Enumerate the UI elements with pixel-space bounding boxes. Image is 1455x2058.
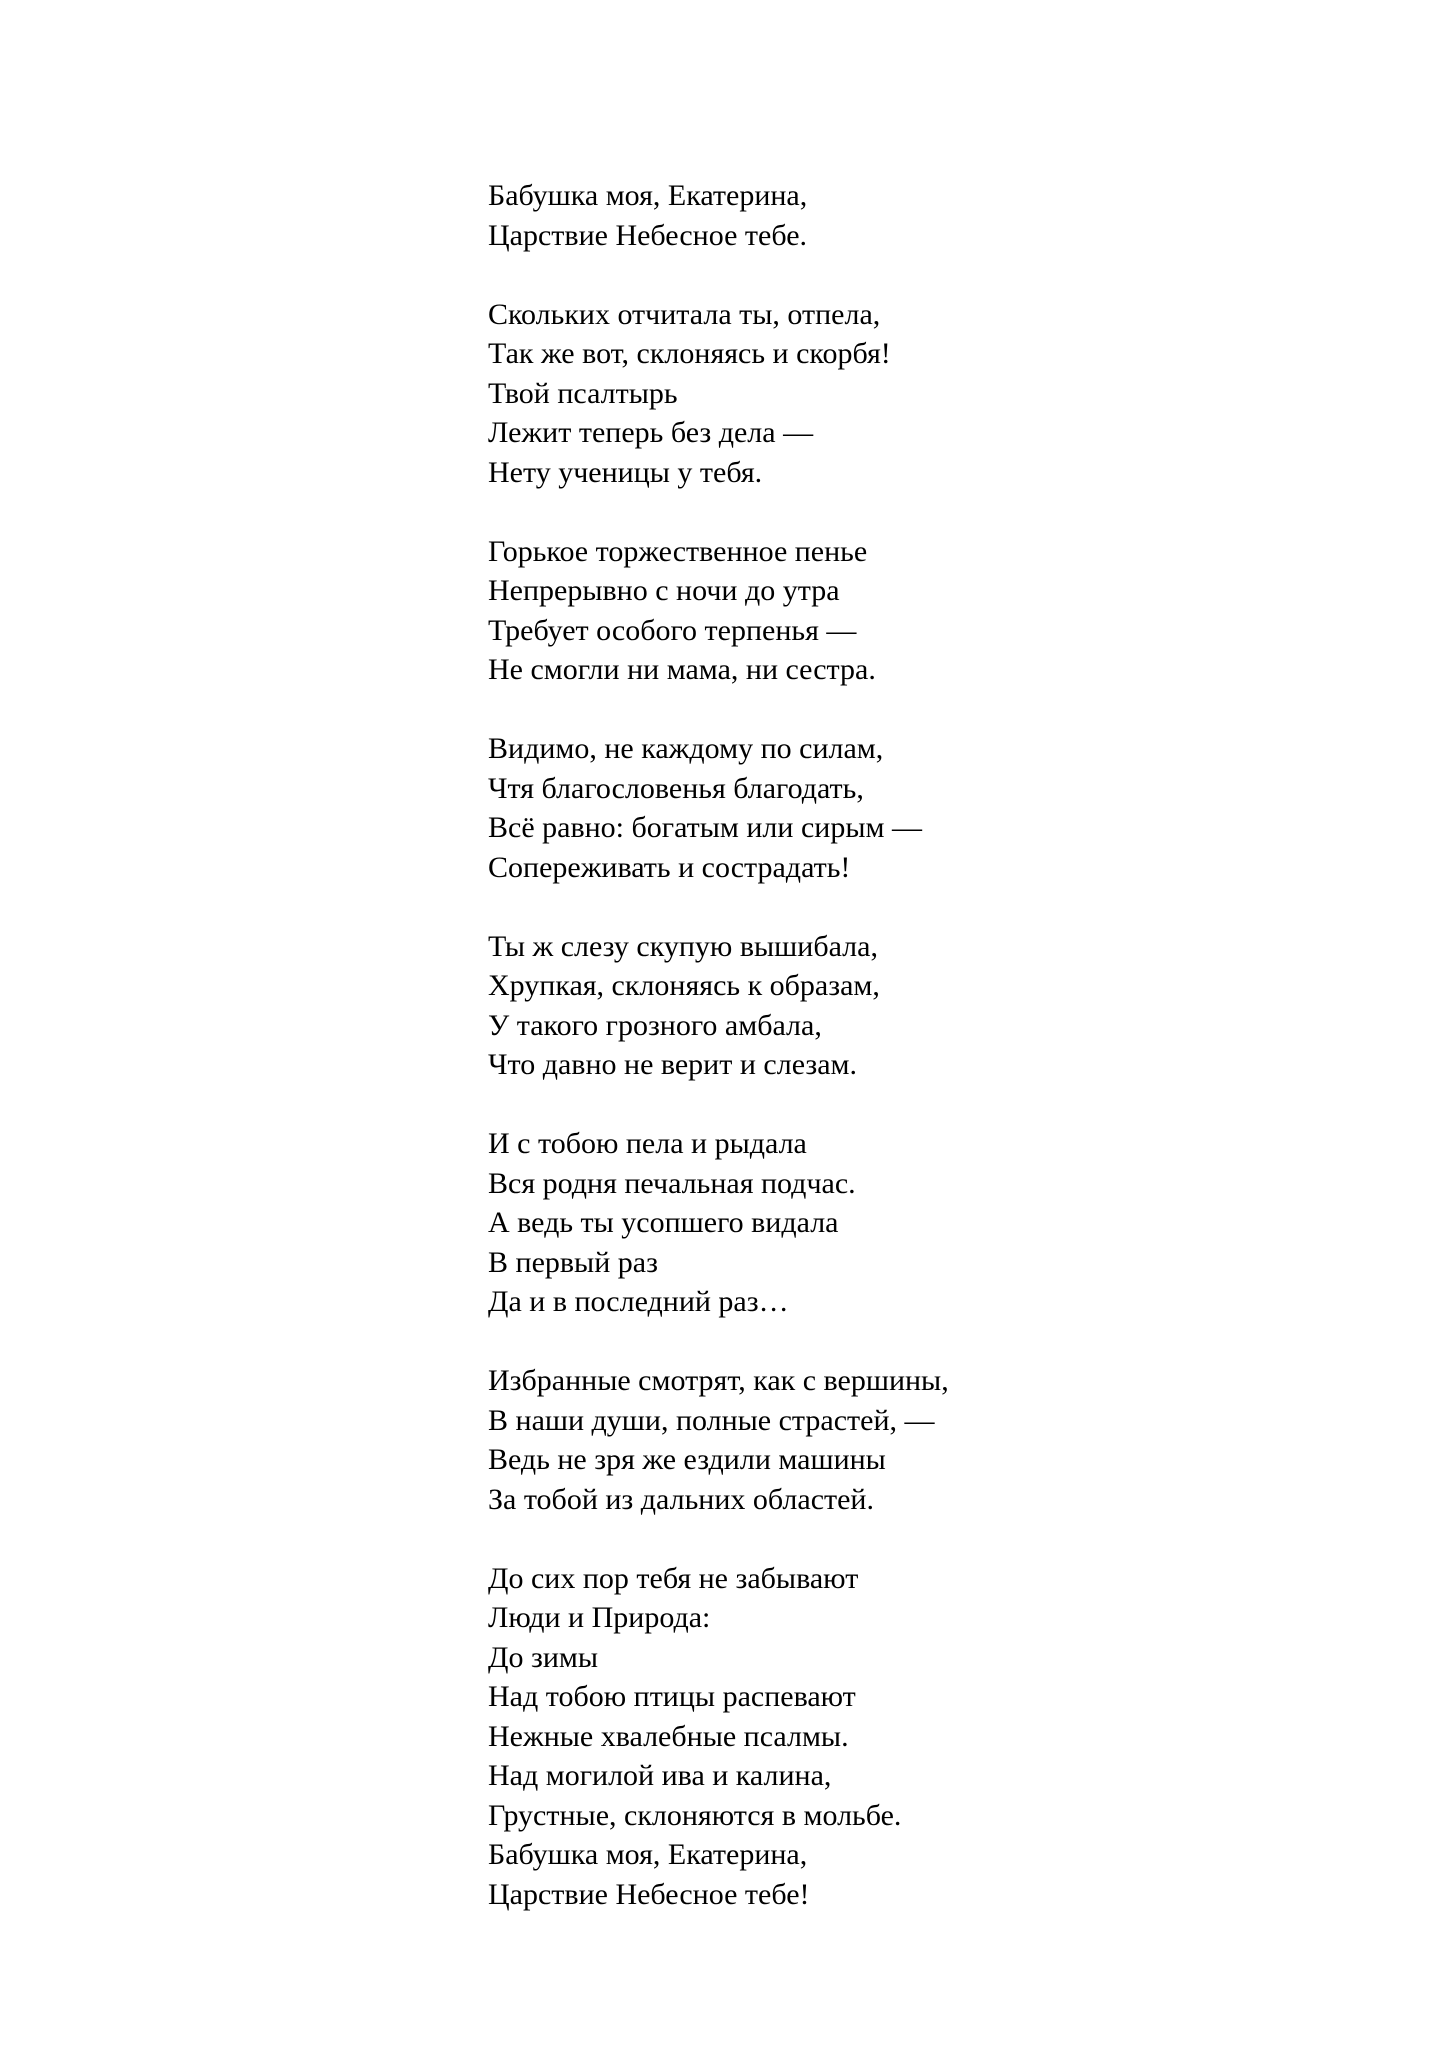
poem-line: Вся родня печальная подчас. xyxy=(488,1166,856,1200)
poem-line: Грустные, склоняются в мольбе. xyxy=(488,1798,902,1832)
poem-line: Непрерывно с ночи до утра xyxy=(488,574,840,607)
poem-line: Избранные смотрят, как с вершины, xyxy=(488,1364,949,1397)
poem-line: В первый раз xyxy=(488,1245,658,1279)
poem-line: За тобой из дальних областей. xyxy=(488,1482,874,1516)
poem-line: Сопереживать и сострадать! xyxy=(488,850,851,884)
poem-line: Не смогли ни мама, ни сестра. xyxy=(488,653,876,686)
poem-line: Что давно не верит и слезам. xyxy=(488,1048,858,1081)
poem-line: Чтя благословенья благодать, xyxy=(488,771,864,805)
poem-line: До зимы xyxy=(488,1640,599,1674)
poem-line: Требует особого терпенья — xyxy=(488,613,857,647)
poem-line: Хрупкая, склоняясь к образам, xyxy=(488,969,880,1002)
stanza-1 xyxy=(488,176,1388,255)
poem-line: Всё равно: богатым или сирым — xyxy=(488,811,922,844)
poem-line: До сих пор тебя не забывают xyxy=(488,1561,859,1595)
poem-line: Бабушка моя, Екатерина, xyxy=(488,179,808,212)
poem-line: Бабушка моя, Екатерина, xyxy=(488,1838,808,1871)
poem-line: Нежные хвалебные псалмы. xyxy=(488,1719,849,1753)
stanza-3 xyxy=(488,532,1388,690)
poem-line: А ведь ты усопшего видала xyxy=(488,1206,839,1239)
poem-text xyxy=(488,176,1388,1914)
poem-line: Царствие Небесное тебе! xyxy=(488,1877,810,1911)
stanza-5 xyxy=(488,927,1388,1085)
poem-line: В наши души, полные страстей, — xyxy=(488,1403,935,1437)
stanza-8 xyxy=(488,1559,1388,1915)
poem-line: Нету ученицы у тебя. xyxy=(488,455,763,489)
poem-line: Так же вот, склоняясь и скорбя! xyxy=(488,337,891,370)
poem-line: Скольких отчитала ты, отпела, xyxy=(488,297,881,331)
poem-line: Лежит теперь без дела — xyxy=(488,416,814,449)
stanza-7 xyxy=(488,1361,1388,1519)
stanza-6 xyxy=(488,1124,1388,1322)
poem-line: Ведь не зря же ездили машины xyxy=(488,1443,886,1476)
poem-line: Видимо, не каждому по силам, xyxy=(488,732,884,765)
stanza-4 xyxy=(488,729,1388,887)
poem-line: Да и в последний раз… xyxy=(488,1285,789,1318)
poem-line: Над могилой ива и калина, xyxy=(488,1759,832,1792)
poem-line: Над тобою птицы распевают xyxy=(488,1680,856,1713)
poem-line: Ты ж слезу скупую вышибала, xyxy=(488,929,878,963)
stanza-2 xyxy=(488,295,1388,493)
poem-line: Горькое торжественное пенье xyxy=(488,534,868,568)
poem-line: У такого грозного амбала, xyxy=(488,1008,822,1042)
poem-line: Люди и Природа: xyxy=(488,1601,711,1634)
poem-line: Твой псалтырь xyxy=(488,376,678,410)
poem-line: И с тобою пела и рыдала xyxy=(488,1127,807,1160)
poem-line: Царствие Небесное тебе. xyxy=(488,218,808,252)
